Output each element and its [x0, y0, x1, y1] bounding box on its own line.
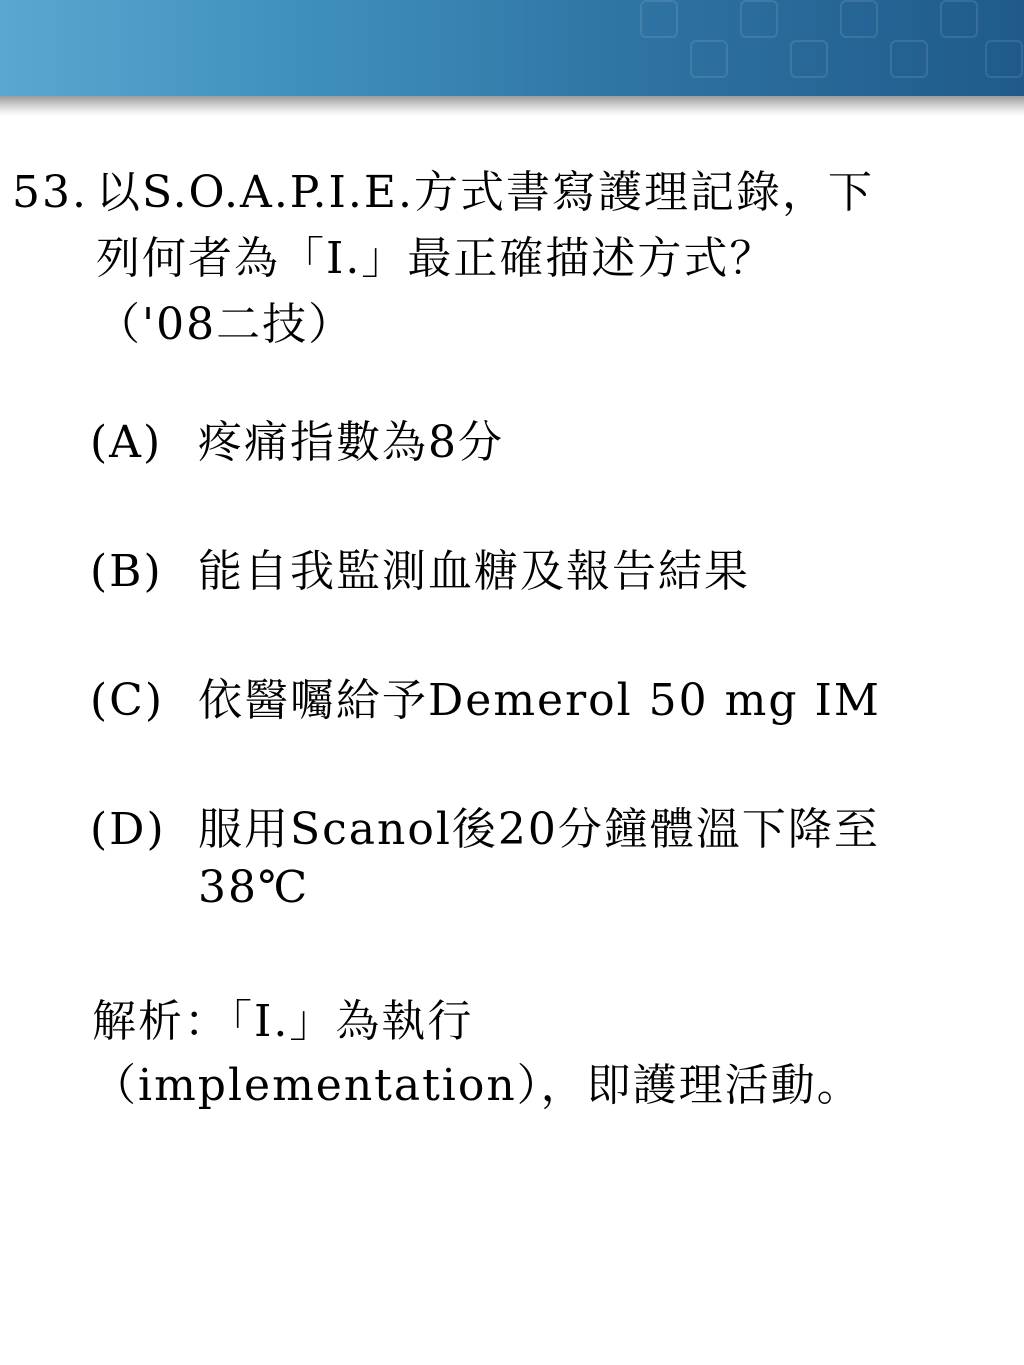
option-d [90, 801, 880, 917]
question-line: 列何者為「I.」最正確描述方式？ [96, 233, 776, 284]
question-number: 53. [12, 167, 88, 218]
analysis-line: （implementation），即護理活動。 [92, 1060, 863, 1111]
header-divider [0, 96, 1024, 116]
option-label: (C) [90, 675, 164, 726]
option-text [198, 801, 880, 917]
option-label: (D) [90, 804, 166, 855]
decorative-tile [890, 40, 928, 78]
option-line: 能自我監測血糖及報告結果 [198, 546, 750, 597]
decorative-tile [690, 40, 728, 78]
option-line: 疼痛指數為8分 [198, 417, 504, 468]
decorative-tile [790, 40, 828, 78]
option-c [90, 672, 881, 730]
decorative-tile [940, 0, 978, 38]
analysis-block [92, 990, 992, 1118]
question-text [96, 160, 1002, 358]
option-label: (A) [90, 417, 163, 468]
question-block [12, 160, 1002, 358]
option-line: 服用Scanol後20分鐘體溫下降至 [198, 804, 880, 855]
slide-header-band [0, 0, 1024, 96]
decorative-tile [640, 0, 678, 38]
option-a [90, 414, 504, 472]
option-b [90, 543, 750, 601]
option-text [198, 414, 504, 472]
decorative-tile [985, 40, 1023, 78]
decorative-tile [840, 0, 878, 38]
option-text [198, 543, 750, 601]
option-label: (B) [90, 546, 163, 597]
option-line: 依醫囑給予Demerol 50 mg IM [198, 675, 881, 726]
option-text [198, 672, 881, 730]
analysis-line: 解析：「I.」為執行 [92, 996, 474, 1047]
question-line: （'08二技） [96, 299, 355, 350]
option-line: 38℃ [198, 862, 310, 913]
question-line: 以S.O.A.P.I.E.方式書寫護理記錄，下 [96, 167, 874, 218]
decorative-tile [740, 0, 778, 38]
